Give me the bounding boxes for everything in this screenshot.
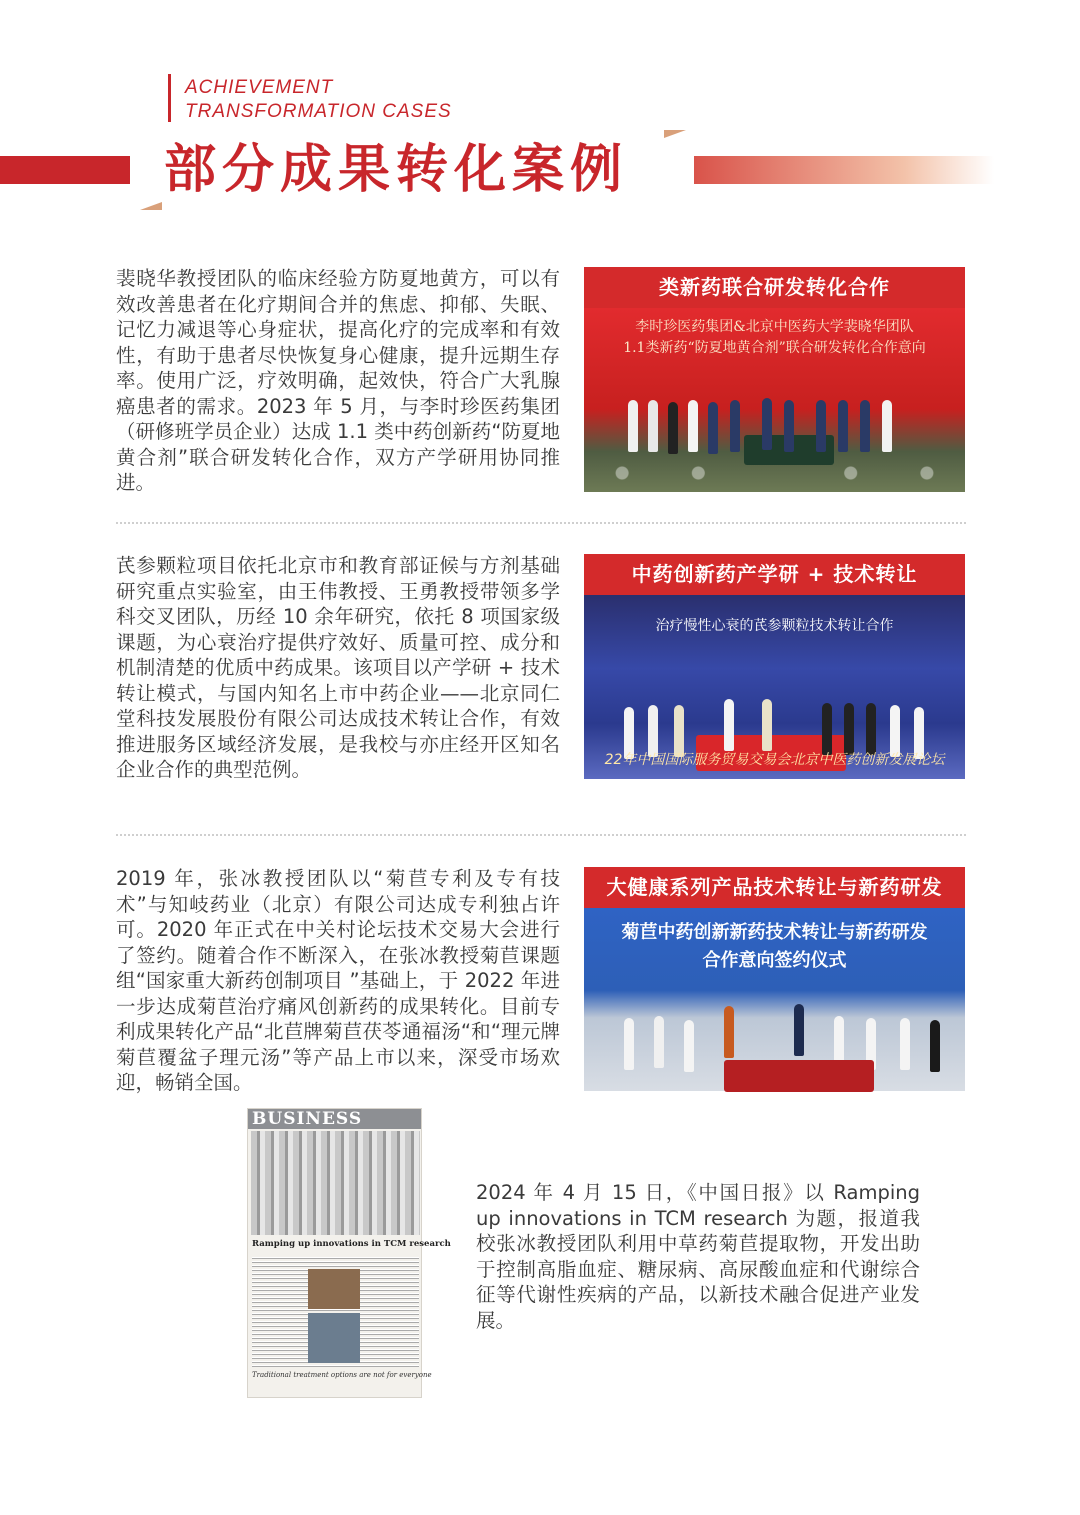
case-1-photo — [584, 308, 965, 492]
attendee — [624, 1018, 634, 1070]
newspaper-footer-headline: Traditional treatment options are not for everyone — [252, 1371, 432, 1379]
attendee — [730, 400, 740, 452]
attendee — [822, 703, 832, 755]
attendee — [784, 400, 794, 452]
newspaper-section-header: BUSINESS — [248, 1109, 421, 1129]
case-2-text: 芪参颗粒项目依托北京市和教育部证候与方剂基础研究重点实验室，由王伟教授、王勇教授带领多学科交叉团队，历经 10 余年研究，依托 8 项国家级课题，为心衰治疗提供疗效好、质量可控、成分和机制清楚的优质中药成果。该项目以产学研 + 技术转让模式，与国内知名上市中药企业——北京同仁堂科技发展股份有限公司达成技术转让合作，有效推进服务区域经济发展，是我校与亦庄经开区知名企业合作的典型范例。 — [116, 554, 560, 781]
case-2-photo-card — [584, 554, 965, 779]
section-subtitle — [185, 76, 452, 124]
case-1-photo-card — [584, 267, 965, 492]
section-divider — [116, 522, 966, 524]
case-1-photo-banner-line-1: 李时珍医药集团&北京中医药大学裴晓华团队 — [635, 319, 914, 335]
title-decor-bar-left — [0, 156, 130, 184]
attendee — [654, 1016, 664, 1068]
attendee — [684, 1020, 694, 1072]
attendee — [838, 400, 848, 452]
case-2-photo — [584, 595, 965, 779]
newspaper-main-photo — [251, 1131, 420, 1235]
attendee — [866, 703, 876, 755]
newspaper-inline-photo — [308, 1269, 360, 1309]
case-3-photo-card — [584, 867, 965, 1091]
case-3-text: 2019 年，张冰教授团队以“菊苣专利及专有技术”与知岐药业（北京）有限公司达成专利独占许可。2020 年正式在中关村论坛技术交易大会进行了签约。随着合作不断深入，在张冰教授菊苣课题组“国家重大新药创制项目 ”基础上，于 2022 年进一步达成菊苣治疗痛风创新药的成果转化。目前专利成果转化产品“北苣牌菊苣茯苓通福汤“和“理元牌菊苣覆盆子理元汤”等产品上市以来，深受市场欢迎，畅销全国。 — [116, 867, 560, 1094]
subtitle-line-2: TRANSFORMATION CASES — [185, 101, 452, 122]
attendee — [668, 402, 678, 454]
subtitle-accent-bar — [168, 74, 171, 122]
subtitle-line-1: ACHIEVEMENT — [185, 77, 334, 98]
title-frame — [140, 130, 686, 210]
section-divider — [116, 834, 966, 836]
case-3-photo-banner-line-1: 菊苣中药创新新药技术转让与新药研发 — [621, 922, 928, 943]
news-report-text: 2024 年 4 月 15 日，《中国日报》以 Ramping up innovations in TCM research 为题，报道我校张冰教授团队利用中草药菊苣提取物，开发出助于控制高脂血症、糖尿病、高尿酸血症和代谢综合征等代谢性疾病的产品，以新技术融合促进产业发展。 — [476, 1181, 920, 1332]
case-3-card-title: 大健康系列产品技术转让与新药研发 — [584, 867, 965, 908]
attendee — [724, 699, 734, 751]
case-2-card-title: 中药创新药产学研 + 技术转让 — [584, 554, 965, 595]
attendee — [882, 400, 892, 452]
attendee — [844, 703, 854, 755]
attendee — [762, 398, 772, 450]
signing-table — [724, 1060, 874, 1092]
case-1-photo-banner-line-2: 1.1类新药“防夏地黄合剂”联合研发转化合作意向 — [623, 340, 926, 356]
title-decor-bar-right — [694, 156, 994, 184]
attendee — [816, 400, 826, 452]
attendee — [860, 400, 870, 452]
case-2-photo-banner-line-1: 治疗慢性心衰的芪参颗粒技术转让合作 — [655, 618, 894, 634]
newspaper-inline-photo — [308, 1313, 360, 1363]
attendee — [900, 1018, 910, 1070]
page-title: 部分成果转化案例 — [164, 140, 629, 200]
case-1-text: 裴晓华教授团队的临床经验方防夏地黄方，可以有效改善患者在化疗期间合并的焦虑、抑郁、失眠、记忆力减退等心身症状，提高化疗的完成率和有效性，有助于患者尽快恢复身心健康，提升远期生存率。使用广泛，疗效明确，起效快，符合广大乳腺癌患者的需求。2023 年 5 月，与李时珍医药集团（研修班学员企业）达成 1.1 类中药创新药“防夏地黄合剂”联合研发转化合作，双方产学研用协同推进。 — [116, 267, 560, 494]
attendee — [648, 400, 658, 452]
attendee — [688, 400, 698, 452]
attendee — [762, 699, 772, 751]
attendee — [724, 1006, 734, 1058]
attendee — [930, 1020, 940, 1072]
attendee — [628, 400, 638, 452]
newspaper-headline: Ramping up innovations in TCM research — [252, 1239, 451, 1249]
stage-lights — [584, 458, 965, 488]
case-2-photo-banner-line-2: 22年中国国际服务贸易交易会北京中医药创新发展论坛 — [604, 752, 945, 768]
attendee — [708, 402, 718, 454]
attendee — [794, 1004, 804, 1056]
newspaper-clipping — [247, 1108, 451, 1398]
case-3-photo — [584, 908, 965, 1091]
case-1-card-title: 类新药联合研发转化合作 — [584, 267, 965, 308]
title-corner-decor — [140, 202, 162, 210]
title-corner-decor — [664, 130, 686, 138]
case-3-photo-banner-line-2: 合作意向签约仪式 — [702, 950, 847, 971]
